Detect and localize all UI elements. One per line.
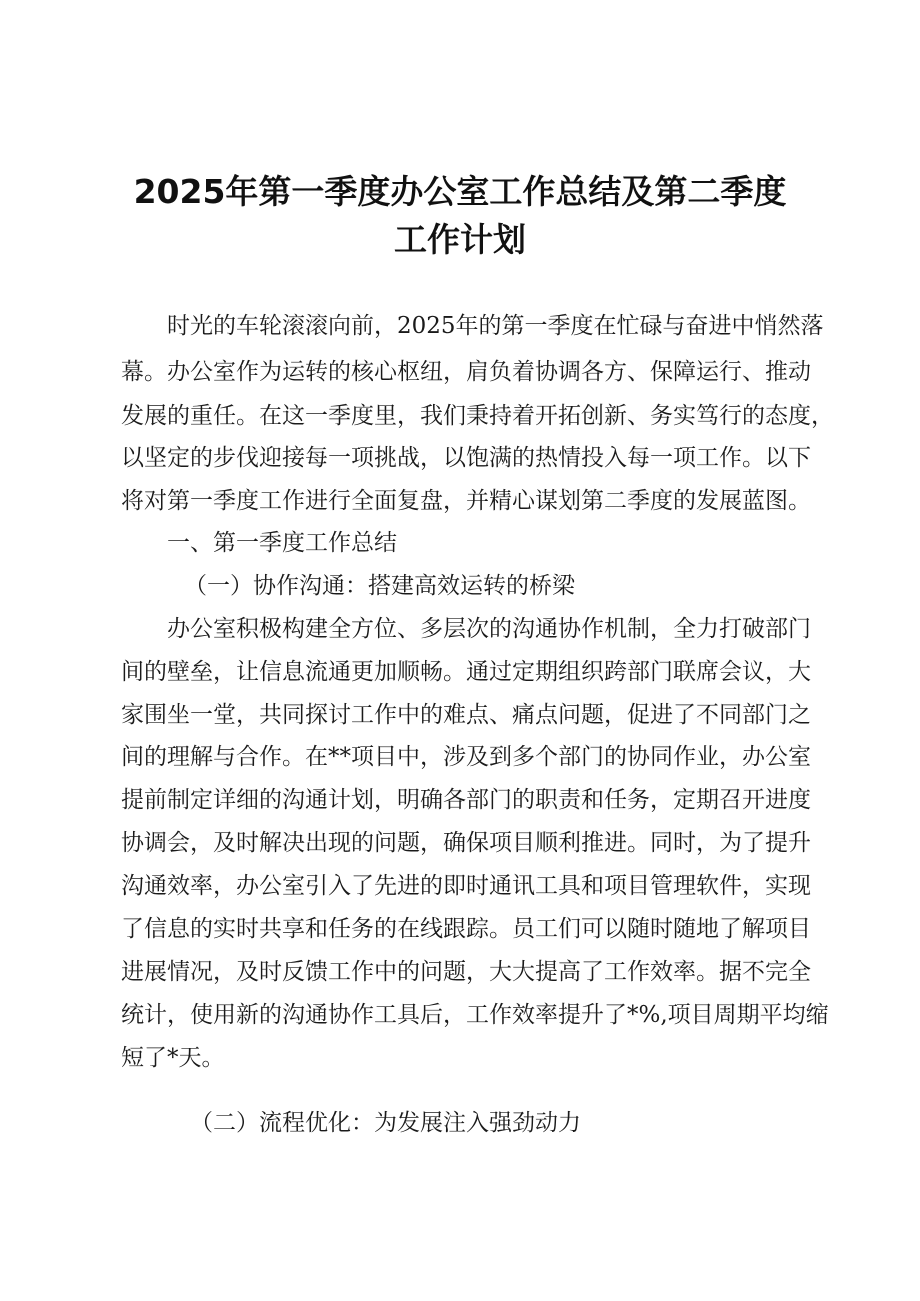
document-title-line-1: 2025年第一季度办公室工作总结及第二季度 — [133, 172, 787, 211]
section-heading: 一、第一季度工作总结 — [167, 530, 397, 556]
subsection-heading: （二）流程优化：为发展注入强劲动力 — [190, 1110, 581, 1136]
intro-line: 发展的重任。在这一季度里，我们秉持着开拓创新、务实笃行的态度， — [121, 403, 834, 429]
body-line: 协调会，及时解决出现的问题，确保项目顺利推进。同时，为了提升 — [121, 830, 811, 856]
body-line: 提前制定详细的沟通计划，明确各部门的职责和任务，定期召开进度 — [121, 787, 811, 813]
body-line: 间的壁垒，让信息流通更加顺畅。通过定期组织跨部门联席会议，大 — [121, 659, 811, 685]
intro-line: 时光的车轮滚滚向前，2025年的第一季度在忙碌与奋进中悄然落 — [167, 313, 824, 339]
intro-line: 以坚定的步伐迎接每一项挑战，以饱满的热情投入每一项工作。以下 — [121, 445, 811, 471]
body-line: 家围坐一堂，共同探讨工作中的难点、痛点问题，促进了不同部门之 — [121, 702, 811, 728]
body-line: 办公室积极构建全方位、多层次的沟通协作机制，全力打破部门 — [167, 616, 811, 642]
subsection-heading: （一）协作沟通：搭建高效运转的桥梁 — [184, 573, 575, 599]
body-line: 了信息的实时共享和任务的在线跟踪。员工们可以随时随地了解项目 — [121, 916, 811, 942]
body-line: 短了*天。 — [121, 1045, 225, 1071]
body-line: 间的理解与合作。在**项目中，涉及到多个部门的协同作业，办公室 — [121, 744, 811, 770]
body-line: 进展情况，及时反馈工作中的问题，大大提高了工作效率。据不完全 — [121, 959, 811, 985]
body-line: 沟通效率，办公室引入了先进的即时通讯工具和项目管理软件，实现 — [121, 873, 811, 899]
body-line: 统计，使用新的沟通协作工具后，工作效率提升了*%,项目周期平均缩 — [121, 1002, 829, 1028]
document-title-line-2: 工作计划 — [394, 220, 526, 259]
intro-line: 将对第一季度工作进行全面复盘，并精心谋划第二季度的发展蓝图。 — [121, 488, 811, 514]
intro-line: 幕。办公室作为运转的核心枢纽，肩负着协调各方、保障运行、推动 — [121, 359, 811, 385]
